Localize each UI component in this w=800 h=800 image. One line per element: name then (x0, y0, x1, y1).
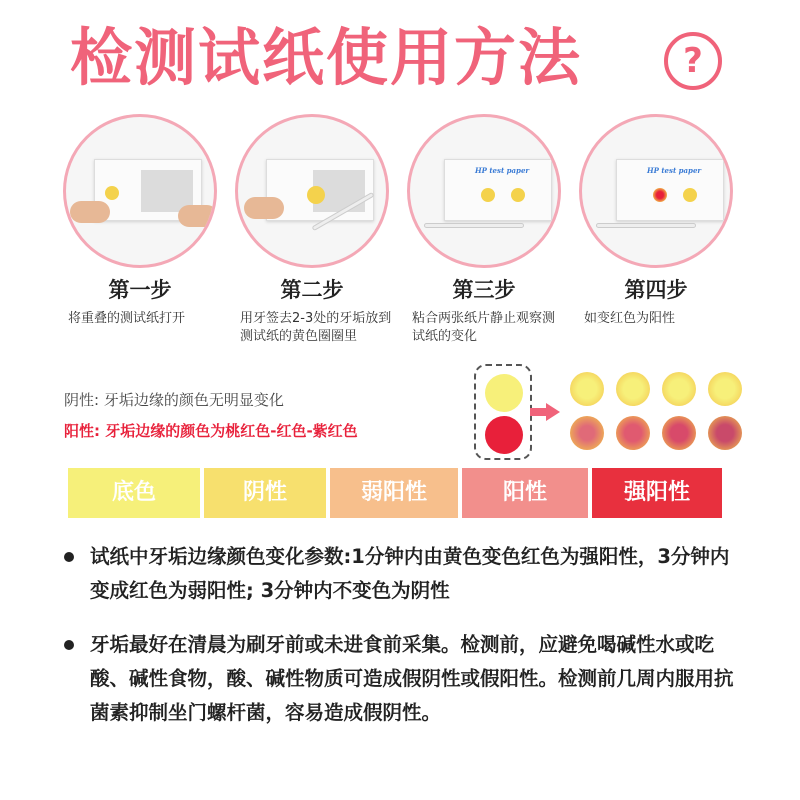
yellow-circle-icon (511, 188, 525, 202)
step-title: 第三步 (452, 278, 516, 302)
finger-icon (178, 205, 217, 227)
sample-yellow-icon (616, 372, 650, 406)
step-3 (404, 114, 564, 346)
step-desc: 用牙签去2-3处的牙垢放到测试纸的黄色圈圈里 (240, 311, 392, 344)
strip-brand: HP test paper (647, 166, 702, 175)
note-text: 牙垢最好在清晨为刷牙前或未进食前采集。检测前，应避免喝碱性水或吃酸、碱性食物，酸、碱性物质可造成假阴性或假阳性。检测前几周内服用抗菌素抑制坐门螺杆菌，容易造成假阴性。 (90, 633, 734, 724)
note-item (64, 628, 744, 730)
toothpick-icon (424, 223, 524, 228)
scale-positive: 阳性 (462, 468, 588, 518)
step-2 (232, 114, 392, 346)
yellow-circle-icon (307, 186, 325, 204)
step-desc: 将重叠的测试纸打开 (68, 311, 186, 326)
test-strip (616, 159, 724, 221)
red-circle-icon (653, 188, 667, 202)
positive-description: 阳性: 牙垢边缘的颜色为桃红色-红色-紫红色 (64, 422, 358, 440)
yellow-circle-icon (683, 188, 697, 202)
step-desc: 如变红色为阳性 (584, 311, 676, 326)
step-title: 第二步 (280, 278, 344, 302)
page-title: 检测试纸使用方法 (70, 21, 583, 94)
help-icon[interactable]: ? (664, 32, 722, 90)
step-4 (576, 114, 736, 328)
sample-yellow-icon (708, 372, 742, 406)
scale-weak-positive: 弱阳性 (330, 468, 458, 518)
red-dot-icon (485, 416, 523, 454)
negative-description: 阴性: 牙垢边缘的颜色无明显变化 (64, 391, 284, 409)
note-text: 试纸中牙垢边缘颜色变化参数:1分钟内由黄色变色红色为强阳性，3分钟内变成红色为弱阳性; 3分钟内不变色为阴性 (90, 545, 730, 602)
sample-yellow-icon (662, 372, 696, 406)
step-1-image (63, 114, 217, 268)
step-3-image (407, 114, 561, 268)
step-4-image (579, 114, 733, 268)
finger-icon (244, 197, 284, 219)
finger-icon (70, 201, 110, 223)
yellow-circle-icon (105, 186, 119, 200)
sample-red-icon (708, 416, 742, 450)
toothpick-icon (596, 223, 696, 228)
step-2-image (235, 114, 389, 268)
scale-base: 底色 (68, 468, 200, 518)
reference-dots-box (474, 364, 532, 460)
step-title: 第四步 (624, 278, 688, 302)
yellow-dot-icon (485, 374, 523, 412)
sample-red-icon (662, 416, 696, 450)
scale-negative: 阴性 (204, 468, 326, 518)
sample-red-icon (616, 416, 650, 450)
yellow-circle-icon (481, 188, 495, 202)
sample-yellow-icon (570, 372, 604, 406)
strip-brand: HP test paper (475, 166, 530, 175)
arrow-right-icon (530, 403, 560, 421)
bullet-icon (64, 552, 74, 562)
step-1 (60, 114, 220, 328)
test-strip (444, 159, 552, 221)
step-desc: 粘合两张纸片静止观察测试纸的变化 (412, 311, 556, 344)
bullet-icon (64, 640, 74, 650)
sample-red-icon (570, 416, 604, 450)
note-item (64, 540, 744, 608)
step-title: 第一步 (108, 278, 172, 302)
scale-strong-positive: 强阳性 (592, 468, 722, 518)
